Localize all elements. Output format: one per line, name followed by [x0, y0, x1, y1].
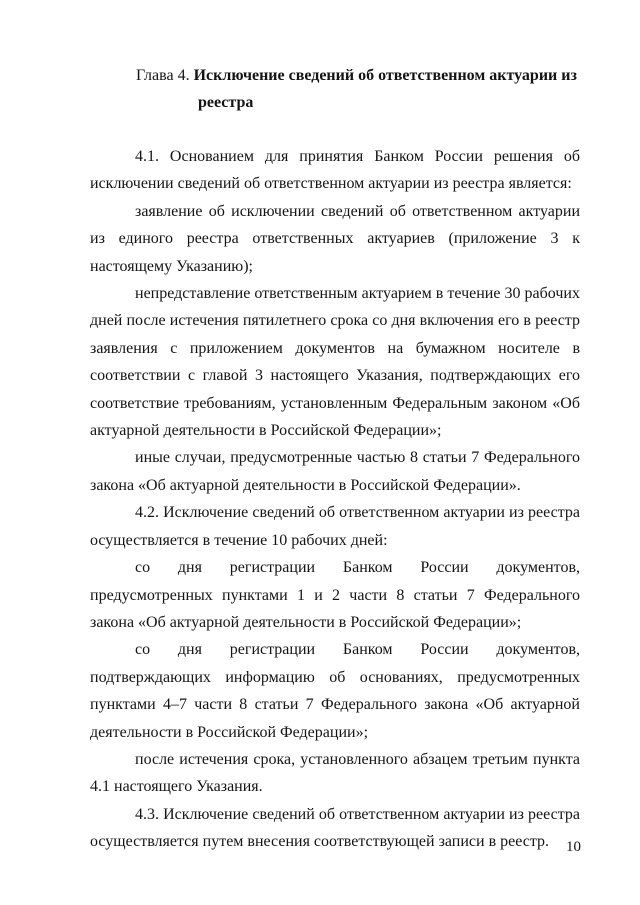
document-body [90, 143, 580, 856]
paragraph-registration-4-7: со дня регистрации Банком России документов, подтверждающих информацию об основаниях, предусмотренных пунктами 4–7 части 8 статьи 7 Федерального закона «Об актуарной деятельности в Российской Федерации»; [90, 641, 580, 741]
paragraph-other-cases: иные случаи, предусмотренные частью 8 статьи 7 Федерального закона «Об актуарной деятельности в Российской Федерации». [90, 449, 580, 494]
chapter-title-line1: Исключение сведений об ответственном актуарии из [193, 67, 577, 84]
chapter-prefix: Глава 4. [136, 67, 190, 84]
paragraph-non-submission: непредставление ответственным актуарием в течение 30 рабочих дней после истечения пятилетнего срока со дня включения его в реестр заявления с приложением документов на бумажном носителе в соответствии с главой 3 настоящего Указания, подтверждающих его соответствие требованиям, установленным Федеральным законом «Об актуарной деятельности в Российской Федерации»; [90, 285, 580, 440]
chapter-title-line2: реестра [198, 94, 254, 111]
paragraph-4-3: 4.3. Исключение сведений об ответственном актуарии из реестра осуществляется путем внесения соответствующей записи в реестр. [90, 805, 580, 851]
paragraph-4-2: 4.2. Исключение сведений об ответственном актуарии из реестра осуществляется в течение 10 рабочих дней: [90, 504, 580, 549]
paragraph-registration-1-2: со дня регистрации Банком России документов, предусмотренных пунктами 1 и 2 части 8 статьи 7 Федерального закона «Об актуарной деятельности в Российской Федерации»; [90, 559, 580, 631]
chapter-heading [136, 62, 586, 116]
paragraph-term-expiry: после истечения срока, установленного абзацем третьим пункта 4.1 настоящего Указания. [90, 750, 580, 796]
paragraph-application: заявление об исключении сведений об ответственном актуарии из единого реестра ответственных актуариев (приложение 3 к настоящему Указанию); [90, 202, 580, 275]
page-number: 10 [566, 839, 581, 855]
paragraph-4-1: 4.1. Основанием для принятия Банком России решения об исключении сведений об ответственном актуарии из реестра является: [90, 148, 580, 193]
